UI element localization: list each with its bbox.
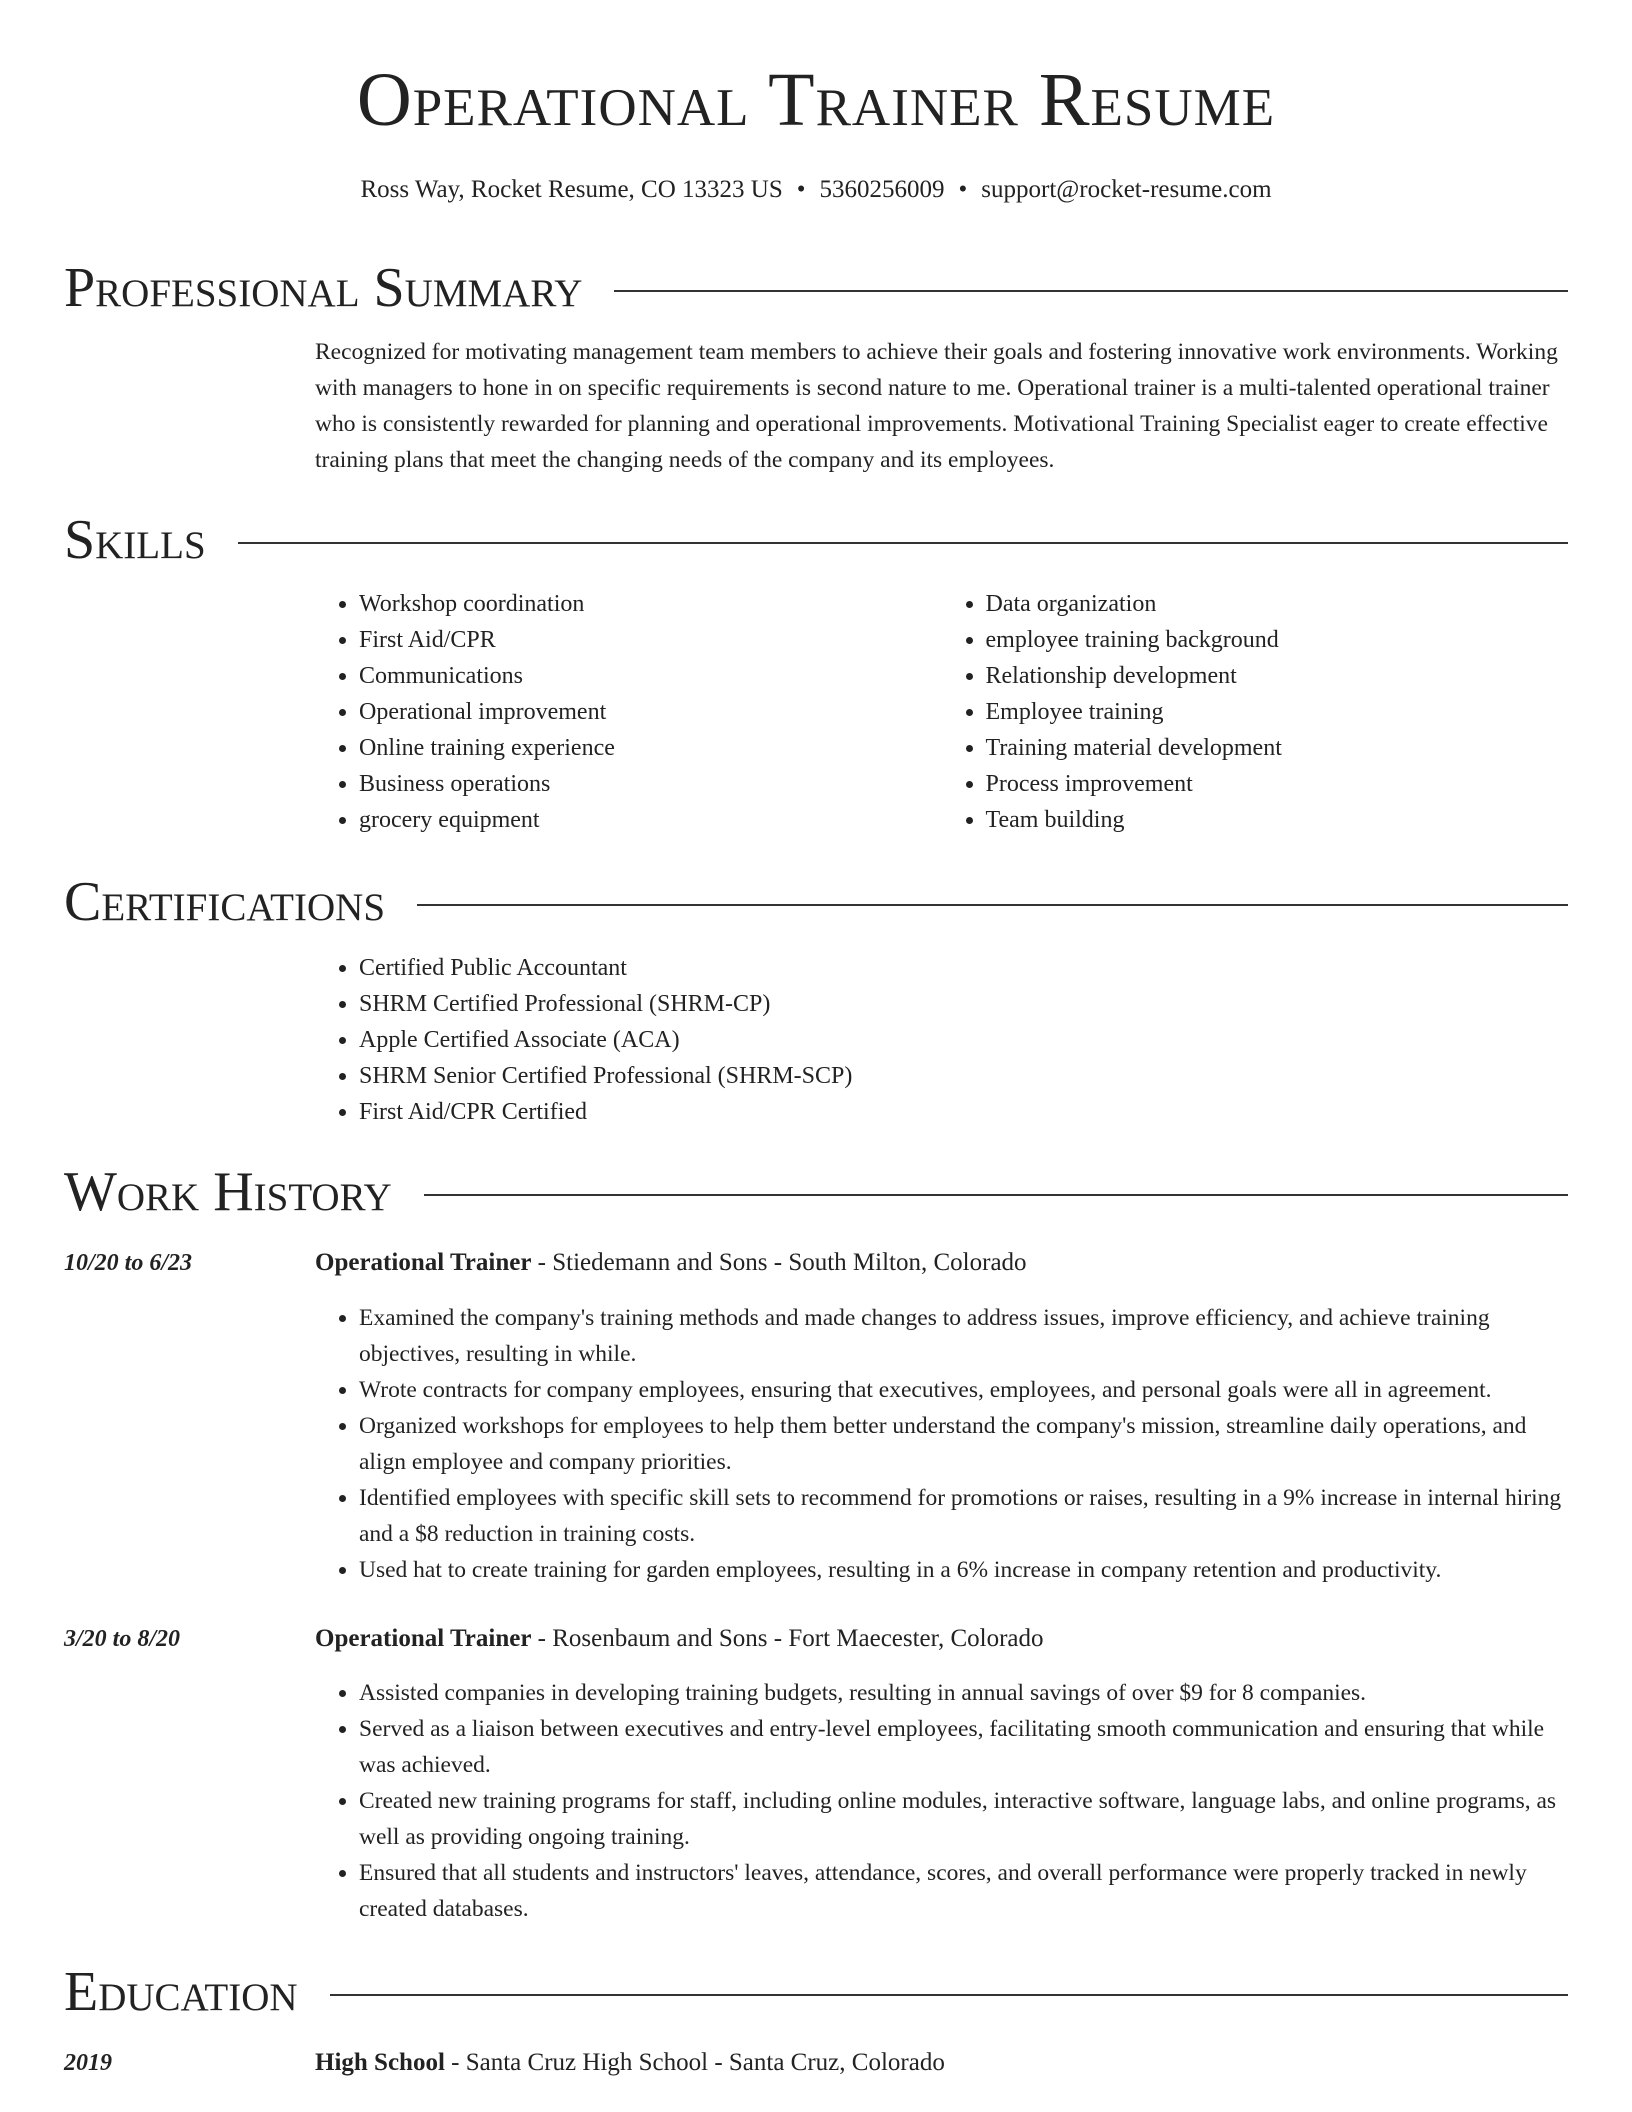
- section-divider: [614, 290, 1568, 292]
- job-dates: 10/20 to 6/23: [64, 1250, 193, 1276]
- skill-item: • Relationship development: [986, 658, 1569, 694]
- job-responsibilities: [315, 1300, 1568, 1588]
- job-bullet: • Used hat to create training for garden employees, resulting in a 6% increase in company retention and productivity.: [359, 1552, 1568, 1588]
- certification-item: • SHRM Senior Certified Professional (SHRM-SCP): [359, 1058, 852, 1094]
- certification-item: • First Aid/CPR Certified: [359, 1094, 852, 1130]
- skill-item: • Online training experience: [359, 730, 942, 766]
- job-bullet: • Served as a liaison between executives and entry-level employees, facilitating smooth communication and ensuring that while was achieved.: [359, 1711, 1568, 1783]
- education-school-location: - Santa Cruz High School - Santa Cruz, Colorado: [444, 2049, 945, 2076]
- work-history-heading: Work History: [64, 1161, 392, 1223]
- job-title: Operational Trainer: [315, 1249, 532, 1276]
- certification-item: • Certified Public Accountant: [359, 950, 852, 986]
- skill-item: • Data organization: [986, 586, 1569, 622]
- skill-item: • Communications: [359, 658, 942, 694]
- section-divider: [238, 542, 1568, 544]
- skill-item: • Operational improvement: [359, 694, 942, 730]
- job-bullet: • Wrote contracts for company employees, ensuring that executives, employees, and personal goals were all in agreement.: [359, 1372, 1568, 1408]
- certifications-column: [315, 950, 852, 1130]
- skills-section-header: [64, 509, 1568, 571]
- job-bullet: • Organized workshops for employees to help them better understand the company's mission, streamline daily operations, and align employee and company priorities.: [359, 1408, 1568, 1480]
- skill-item: • Employee training: [986, 694, 1569, 730]
- section-divider: [417, 904, 1568, 906]
- skill-item: • First Aid/CPR: [359, 622, 942, 658]
- certification-item: • Apple Certified Associate (ACA): [359, 1022, 852, 1058]
- job-bullet: • Ensured that all students and instructors' leaves, attendance, scores, and overall performance were properly tracked in newly created databases.: [359, 1855, 1568, 1927]
- summary-heading: Professional Summary: [64, 257, 583, 319]
- page-title: Operational Trainer Resume: [356, 58, 1276, 142]
- skill-item: • employee training background: [986, 622, 1569, 658]
- skill-item: • Process improvement: [986, 766, 1569, 802]
- job-bullet: • Assisted companies in developing training budgets, resulting in annual savings of over $9 for 8 companies.: [359, 1675, 1568, 1711]
- section-divider: [424, 1194, 1568, 1196]
- summary-section-header: [64, 257, 1568, 319]
- skill-item: • grocery equipment: [359, 802, 942, 838]
- job-responsibilities: [315, 1675, 1568, 1927]
- contact-separator: •: [796, 176, 806, 203]
- skill-item: • Training material development: [986, 730, 1569, 766]
- certifications-list: [315, 950, 1568, 1130]
- job-employer-location: - Stiedemann and Sons - South Milton, Colorado: [531, 1249, 1027, 1276]
- contact-separator: •: [958, 176, 968, 203]
- education-section-header: [64, 1961, 1568, 2023]
- education-entry: [315, 2049, 945, 2077]
- education-degree: High School: [315, 2049, 445, 2076]
- job-bullet-list: [315, 1300, 1568, 1588]
- job-heading: [315, 1625, 1044, 1653]
- certification-item: • SHRM Certified Professional (SHRM-CP): [359, 986, 852, 1022]
- skills-list: [315, 586, 1568, 838]
- job-bullet: • Created new training programs for staff, including online modules, interactive software, language labs, and online programs, as well as providing ongoing training.: [359, 1783, 1568, 1855]
- skill-item: • Team building: [986, 802, 1569, 838]
- education-heading: Education: [64, 1961, 298, 2023]
- job-bullet: • Examined the company's training methods and made changes to address issues, improve efficiency, and achieve training objectives, resulting in while.: [359, 1300, 1568, 1372]
- skill-item: • Workshop coordination: [359, 586, 942, 622]
- work-history-section-header: [64, 1161, 1568, 1223]
- contact-email[interactable]: support@rocket-resume.com: [981, 176, 1272, 203]
- summary-text: Recognized for motivating management team members to achieve their goals and fostering innovative work environments. Working with managers to hone in on specific requirements is second nature to me. Operational trainer is a multi-talented operational trainer who is consistently rewarded for planning and operational improvements. Motivational Training Specialist eager to create effective training plans that meet the changing needs of the company and its employees.: [315, 339, 1558, 473]
- job-bullet: • Identified employees with specific skill sets to recommend for promotions or raises, resulting in a 9% increase in internal hiring and a $8 reduction in training costs.: [359, 1480, 1568, 1552]
- skill-item: • Business operations: [359, 766, 942, 802]
- certifications-heading: Certifications: [64, 871, 386, 933]
- contact-line: [0, 176, 1632, 204]
- job-bullet-list: [315, 1675, 1568, 1927]
- skills-column-left: [315, 586, 942, 838]
- job-dates: 3/20 to 8/20: [64, 1626, 181, 1652]
- education-year: 2019: [64, 2050, 112, 2076]
- job-title: Operational Trainer: [315, 1625, 532, 1652]
- certifications-section-header: [64, 871, 1568, 933]
- job-heading: [315, 1249, 1027, 1277]
- contact-address: Ross Way, Rocket Resume, CO 13323 US: [360, 176, 783, 203]
- section-divider: [330, 1994, 1568, 1996]
- skills-heading: Skills: [64, 509, 206, 571]
- skills-column-right: [942, 586, 1569, 838]
- job-employer-location: - Rosenbaum and Sons - Fort Maecester, Colorado: [531, 1625, 1044, 1652]
- contact-phone: 5360256009: [819, 176, 945, 203]
